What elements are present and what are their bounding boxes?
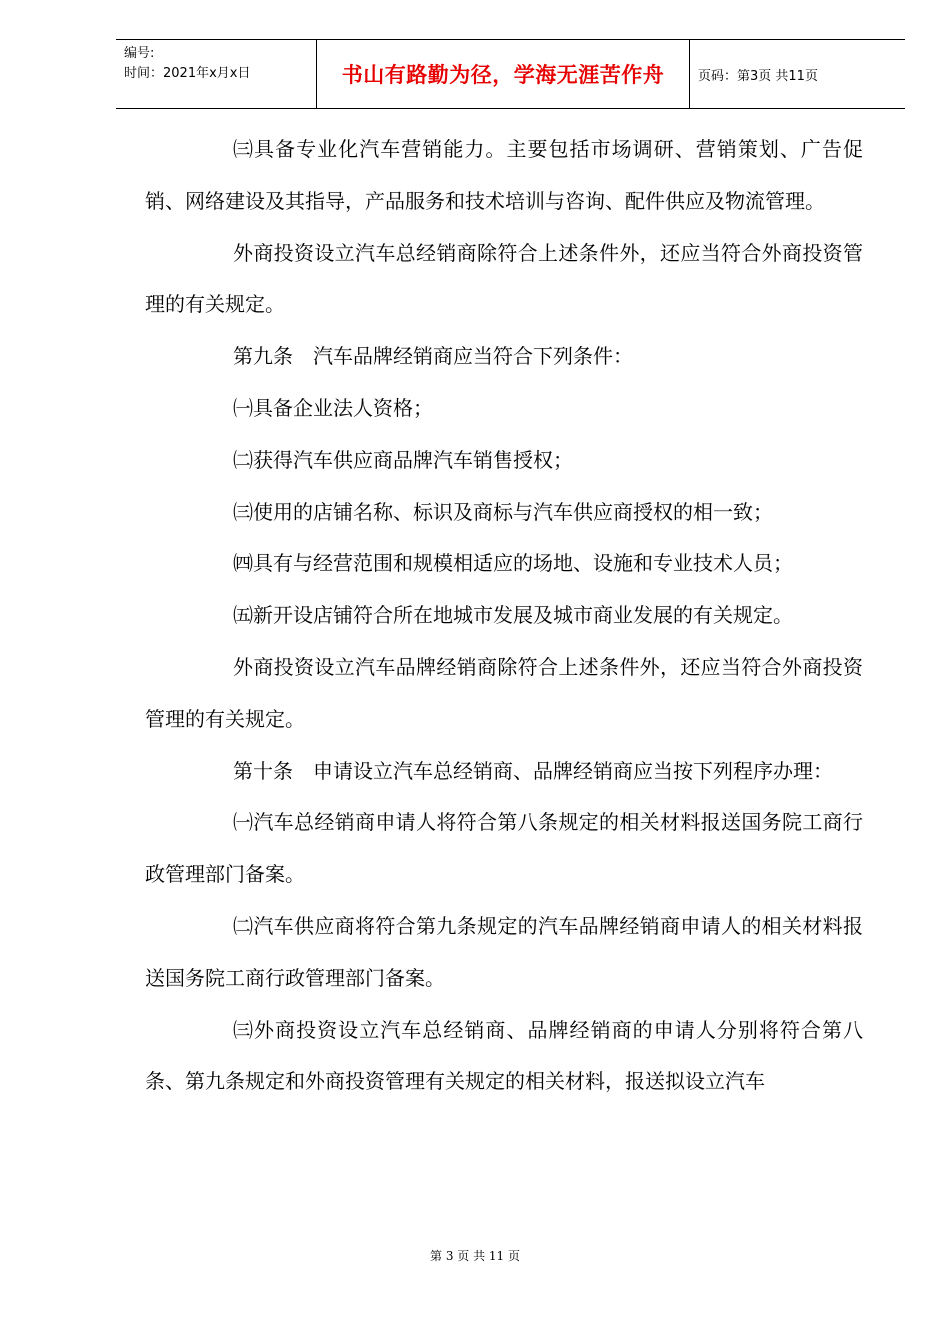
header-meta (116, 40, 316, 108)
article-heading: 第九条 汽车品牌经销商应当符合下列条件： (233, 344, 633, 369)
header-number-label: 编号: (124, 46, 155, 61)
list-item: ㈤新开设店铺符合所在地城市发展及城市商业发展的有关规定。 (233, 603, 793, 628)
list-item: ㈢使用的店铺名称、标识及商标与汽车供应商授权的相一致； (233, 499, 773, 524)
list-item: ㈠汽车总经销商申请人将符合第八条规定的相关材料报送国务院工商行政管理部门备案。 (145, 810, 863, 887)
header-motto-cell (316, 40, 690, 108)
paragraph: 外商投资设立汽车总经销商除符合上述条件外，还应当符合外商投资管理的有关规定。 (145, 240, 863, 317)
page-header (116, 39, 905, 109)
header-page-info: 页码：第3页 共11页 (698, 68, 818, 84)
page-footer: 第 3 页 共 11 页 (430, 1249, 520, 1263)
article-heading: 第十条 申请设立汽车总经销商、品牌经销商应当按下列程序办理： (233, 758, 833, 783)
list-item: ㈠具备企业法人资格； (233, 395, 433, 420)
list-item: ㈡汽车供应商将符合第九条规定的汽车品牌经销商申请人的相关材料报送国务院工商行政管理部门备案。 (145, 913, 863, 990)
list-item: ㈡获得汽车供应商品牌汽车销售授权； (233, 447, 573, 472)
header-motto: 书山有路勤为径，学海无涯苦作舟 (341, 62, 665, 87)
paragraph: ㈢具备专业化汽车营销能力。主要包括市场调研、营销策划、广告促销、网络建设及其指导，产品服务和技术培训与咨询、配件供应及物流管理。 (145, 137, 863, 213)
header-page-info-cell (690, 40, 905, 108)
document-body (145, 124, 863, 1108)
list-item: ㈢外商投资设立汽车总经销商、品牌经销商的申请人分别将符合第八条、第九条规定和外商投资管理有关规定的相关材料，报送拟设立汽车 (145, 1017, 863, 1094)
list-item: ㈣具有与经营范围和规模相适应的场地、设施和专业技术人员； (233, 551, 793, 576)
header-time-label: 时间：2021年x月x日 (124, 66, 251, 81)
paragraph: 外商投资设立汽车品牌经销商除符合上述条件外，还应当符合外商投资管理的有关规定。 (145, 654, 863, 731)
